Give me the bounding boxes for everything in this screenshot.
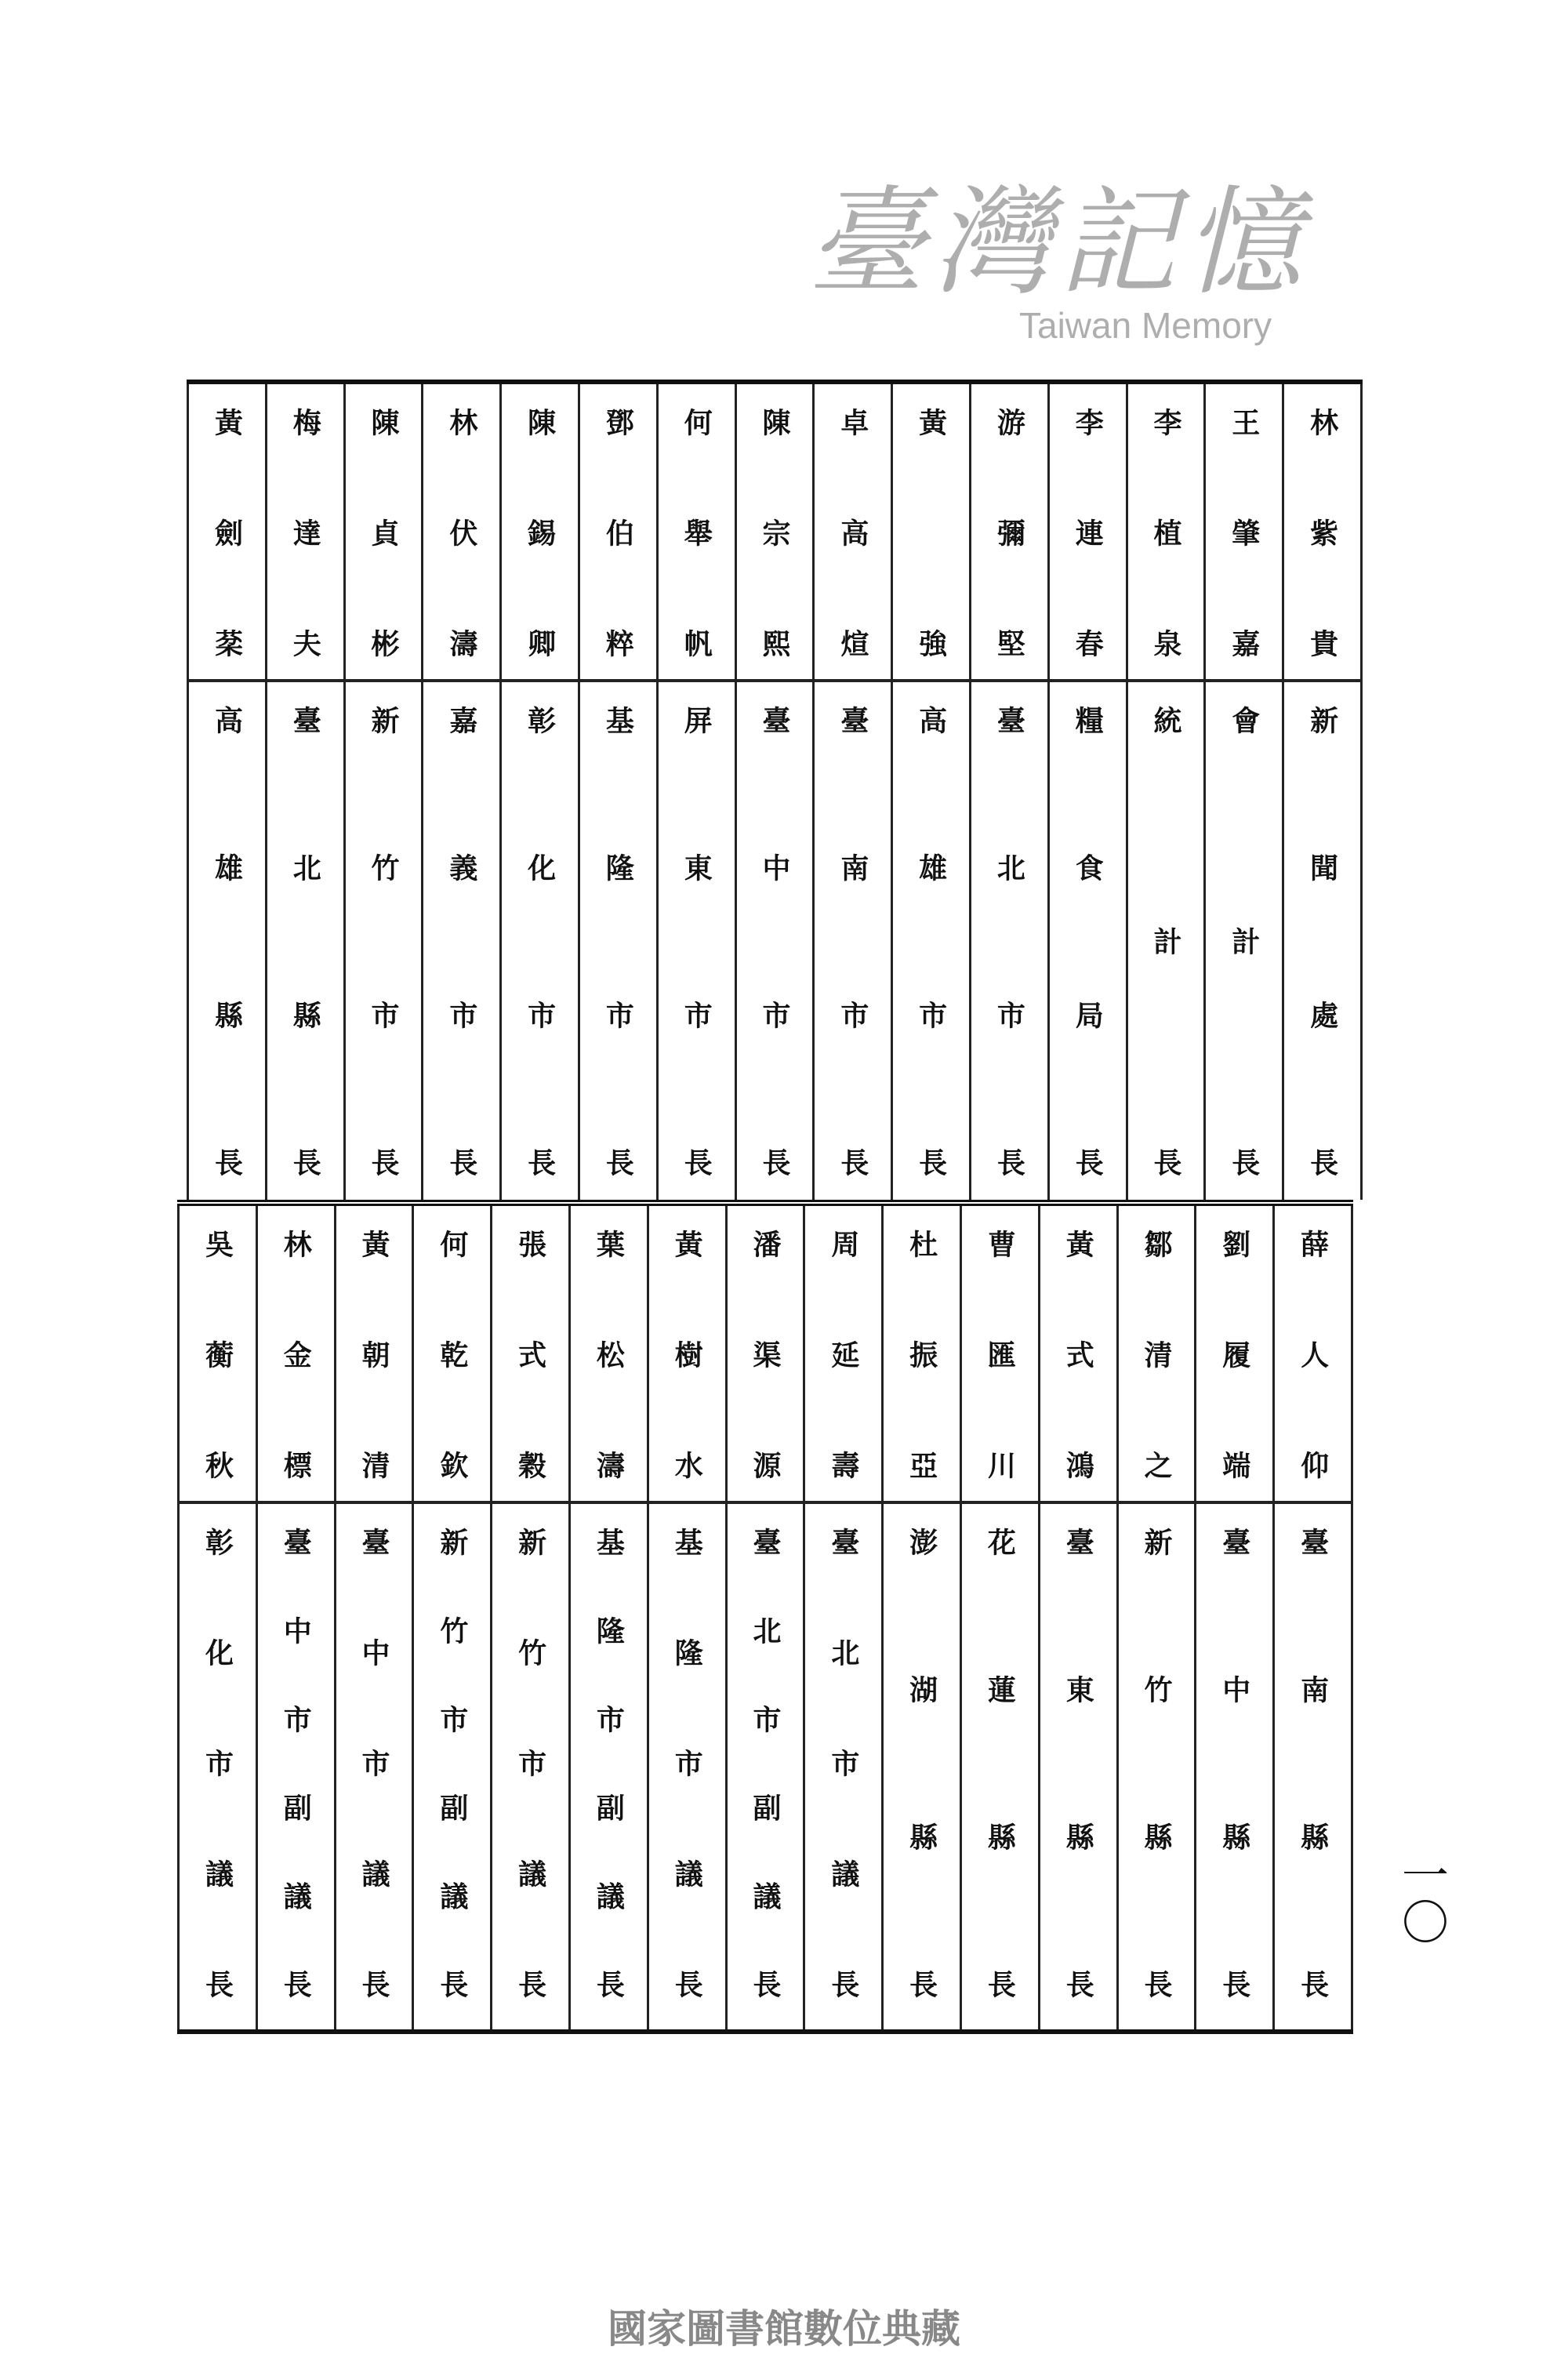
official-name-cell: [180, 1206, 256, 1504]
table-column: [881, 1206, 960, 2029]
table-column: [1282, 384, 1363, 1200]
official-title-cell: [884, 1504, 960, 2014]
official-name-cell: [1284, 384, 1360, 682]
official-name-cell: [1040, 1206, 1116, 1504]
page-number: 一〇: [1394, 1851, 1449, 1945]
official-name-cell: [962, 1206, 1038, 1504]
official-title: 高雄市長: [914, 706, 948, 1176]
official-name-cell: [414, 1206, 490, 1504]
official-title-cell: [815, 682, 891, 1192]
table-column: [256, 1206, 334, 2029]
table-column: [735, 384, 813, 1200]
official-title-cell: [962, 1504, 1038, 2014]
official-name-cell: [893, 384, 969, 682]
watermark-english: Taiwan Memory: [1019, 305, 1272, 346]
table-column: [578, 384, 656, 1200]
official-name: 張式穀: [514, 1230, 547, 1479]
official-title-cell: [1040, 1504, 1116, 2014]
official-name-cell: [1275, 1206, 1351, 1504]
official-name-cell: [884, 1206, 960, 1504]
table-column: [1126, 384, 1204, 1200]
official-name: 何乾欽: [435, 1230, 469, 1479]
official-name: 鄒清之: [1140, 1230, 1173, 1479]
official-title-cell: [502, 682, 578, 1192]
official-title: 嘉義市長: [445, 706, 478, 1176]
official-title: 臺中縣長: [1218, 1528, 1251, 1998]
official-name-cell: [423, 384, 499, 682]
official-name: 葉松濤: [592, 1230, 626, 1479]
official-name-cell: [346, 384, 422, 682]
official-title-cell: [336, 1504, 412, 2014]
official-title: 彰化市長: [523, 706, 557, 1176]
official-title-cell: [1196, 1504, 1272, 2014]
official-name-cell: [659, 384, 735, 682]
official-name-cell: [815, 384, 891, 682]
official-title: 花蓮縣長: [983, 1528, 1017, 1998]
official-name-cell: [492, 1206, 568, 1504]
official-name: 杜振亞: [905, 1230, 938, 1479]
table-column: [803, 1206, 881, 2029]
official-title: 新竹市長: [367, 706, 401, 1176]
official-title: 基隆市議長: [670, 1528, 704, 1998]
officials-table-bottom: [177, 1200, 1353, 2034]
official-title-cell: [649, 1504, 725, 2014]
official-title: 彰化市議長: [201, 1528, 234, 1998]
official-title: 臺東縣長: [1062, 1528, 1095, 1998]
table-column: [656, 384, 735, 1200]
official-name-cell: [189, 384, 265, 682]
official-title: 臺北市議長: [826, 1528, 860, 1998]
official-name-cell: [1196, 1206, 1272, 1504]
official-name: 潘渠源: [749, 1230, 782, 1479]
table-column: [1272, 1206, 1353, 2029]
official-title-cell: [492, 1504, 568, 2014]
table-column: [265, 384, 343, 1200]
official-title: 新聞處長: [1305, 706, 1339, 1176]
table-column: [1194, 1206, 1272, 2029]
official-title-cell: [737, 682, 813, 1192]
table-column: [891, 384, 969, 1200]
table-column: [490, 1206, 568, 2029]
official-name: 林伏濤: [445, 408, 478, 657]
official-title-cell: [414, 1504, 490, 2014]
official-title-cell: [189, 682, 265, 1192]
official-title-cell: [1275, 1504, 1351, 2014]
official-name: 王肇嘉: [1227, 408, 1261, 657]
taiwan-memory-watermark: [808, 175, 1310, 346]
official-title: 新竹市議長: [514, 1528, 547, 1998]
official-name-cell: [805, 1206, 881, 1504]
table-column: [647, 1206, 725, 2029]
table-column: [1203, 384, 1282, 1200]
official-name-cell: [267, 384, 343, 682]
official-name-cell: [580, 384, 656, 682]
official-title: 澎湖縣長: [905, 1528, 938, 1998]
official-name: 林金標: [279, 1230, 313, 1479]
official-title-cell: [805, 1504, 881, 2014]
official-title-cell: [346, 682, 422, 1192]
official-name: 游彌堅: [993, 408, 1026, 657]
official-title: 臺南市長: [836, 706, 869, 1176]
official-name: 黃樹水: [670, 1230, 704, 1479]
official-title: 統計長: [1149, 706, 1182, 1176]
official-name-cell: [502, 384, 578, 682]
official-title-cell: [1119, 1504, 1195, 2014]
official-name-cell: [1119, 1206, 1195, 1504]
table-column: [1047, 384, 1126, 1200]
official-title-cell: [971, 682, 1047, 1192]
official-name: 薛人仰: [1296, 1230, 1330, 1479]
table-column: [334, 1206, 412, 2029]
table-column: [421, 384, 499, 1200]
official-title: 臺中市副議長: [279, 1528, 313, 1998]
official-name: 黃朝清: [358, 1230, 391, 1479]
official-name: 吳蘅秋: [201, 1230, 234, 1479]
table-column: [177, 1206, 256, 2029]
official-title: 基隆市長: [601, 706, 635, 1176]
official-title-cell: [580, 682, 656, 1192]
official-name: 何舉帆: [680, 408, 713, 657]
table-column: [412, 1206, 490, 2029]
official-name: 周延壽: [826, 1230, 860, 1479]
table-column: [568, 1206, 647, 2029]
official-title: 屏東市長: [680, 706, 713, 1176]
table-column: [725, 1206, 804, 2029]
official-name-cell: [649, 1206, 725, 1504]
official-title: 臺北市長: [993, 706, 1026, 1176]
official-title-cell: [1206, 682, 1282, 1192]
official-title-cell: [180, 1504, 256, 2014]
official-title: 臺北市副議長: [749, 1528, 782, 1998]
official-name: 梅達夫: [289, 408, 322, 657]
official-name: 陳宗熙: [758, 408, 792, 657]
official-title-cell: [659, 682, 735, 1192]
footer-collection-label: 國家圖書館數位典藏: [608, 2306, 960, 2352]
official-title-cell: [1284, 682, 1360, 1192]
official-title-cell: [423, 682, 499, 1192]
table-column: [960, 1206, 1038, 2029]
official-name-cell: [336, 1206, 412, 1504]
official-title-cell: [728, 1504, 804, 2014]
official-name: 黃強: [914, 408, 948, 657]
table-column: [969, 384, 1047, 1200]
official-name-cell: [971, 384, 1047, 682]
table-column: [499, 384, 578, 1200]
official-title: 臺中市議長: [358, 1528, 391, 1998]
official-name-cell: [1128, 384, 1204, 682]
table-column: [812, 384, 891, 1200]
official-title: 臺南縣長: [1296, 1528, 1330, 1998]
table-column: [1038, 1206, 1116, 2029]
table-column: [187, 384, 265, 1200]
official-name: 李連春: [1071, 408, 1105, 657]
official-title: 臺北縣長: [289, 706, 322, 1176]
official-name: 林紫貴: [1305, 408, 1339, 657]
official-title: 臺中市長: [758, 706, 792, 1176]
official-name-cell: [728, 1206, 804, 1504]
official-name: 陳錫卿: [523, 408, 557, 657]
official-name: 劉履端: [1218, 1230, 1251, 1479]
official-name: 黃式鴻: [1062, 1230, 1095, 1479]
official-name: 鄧伯粹: [601, 408, 635, 657]
official-title-cell: [571, 1504, 647, 2014]
watermark-chinese: 臺灣記憶: [808, 175, 1310, 311]
official-name: 黃劍棻: [210, 408, 244, 657]
official-name-cell: [1206, 384, 1282, 682]
official-title-cell: [1050, 682, 1126, 1192]
official-title: 會計長: [1227, 706, 1261, 1176]
official-title-cell: [1128, 682, 1204, 1192]
table-column: [1116, 1206, 1195, 2029]
official-title: 高雄縣長: [210, 706, 244, 1176]
official-title: 糧食局長: [1071, 706, 1105, 1176]
table-column: [343, 384, 422, 1200]
official-name: 曹匯川: [983, 1230, 1017, 1479]
official-name: 陳貞彬: [367, 408, 401, 657]
official-title: 新竹市副議長: [435, 1528, 469, 1998]
official-title-cell: [267, 682, 343, 1192]
official-name-cell: [1050, 384, 1126, 682]
official-name-cell: [571, 1206, 647, 1504]
official-name-cell: [258, 1206, 334, 1504]
official-title-cell: [893, 682, 969, 1192]
official-title-cell: [258, 1504, 334, 2014]
official-title: 基隆市副議長: [592, 1528, 626, 1998]
official-title: 新竹縣長: [1140, 1528, 1173, 1998]
official-name: 李植泉: [1149, 408, 1182, 657]
officials-table-top: [187, 380, 1363, 1200]
official-name-cell: [737, 384, 813, 682]
official-name: 卓高煊: [836, 408, 869, 657]
